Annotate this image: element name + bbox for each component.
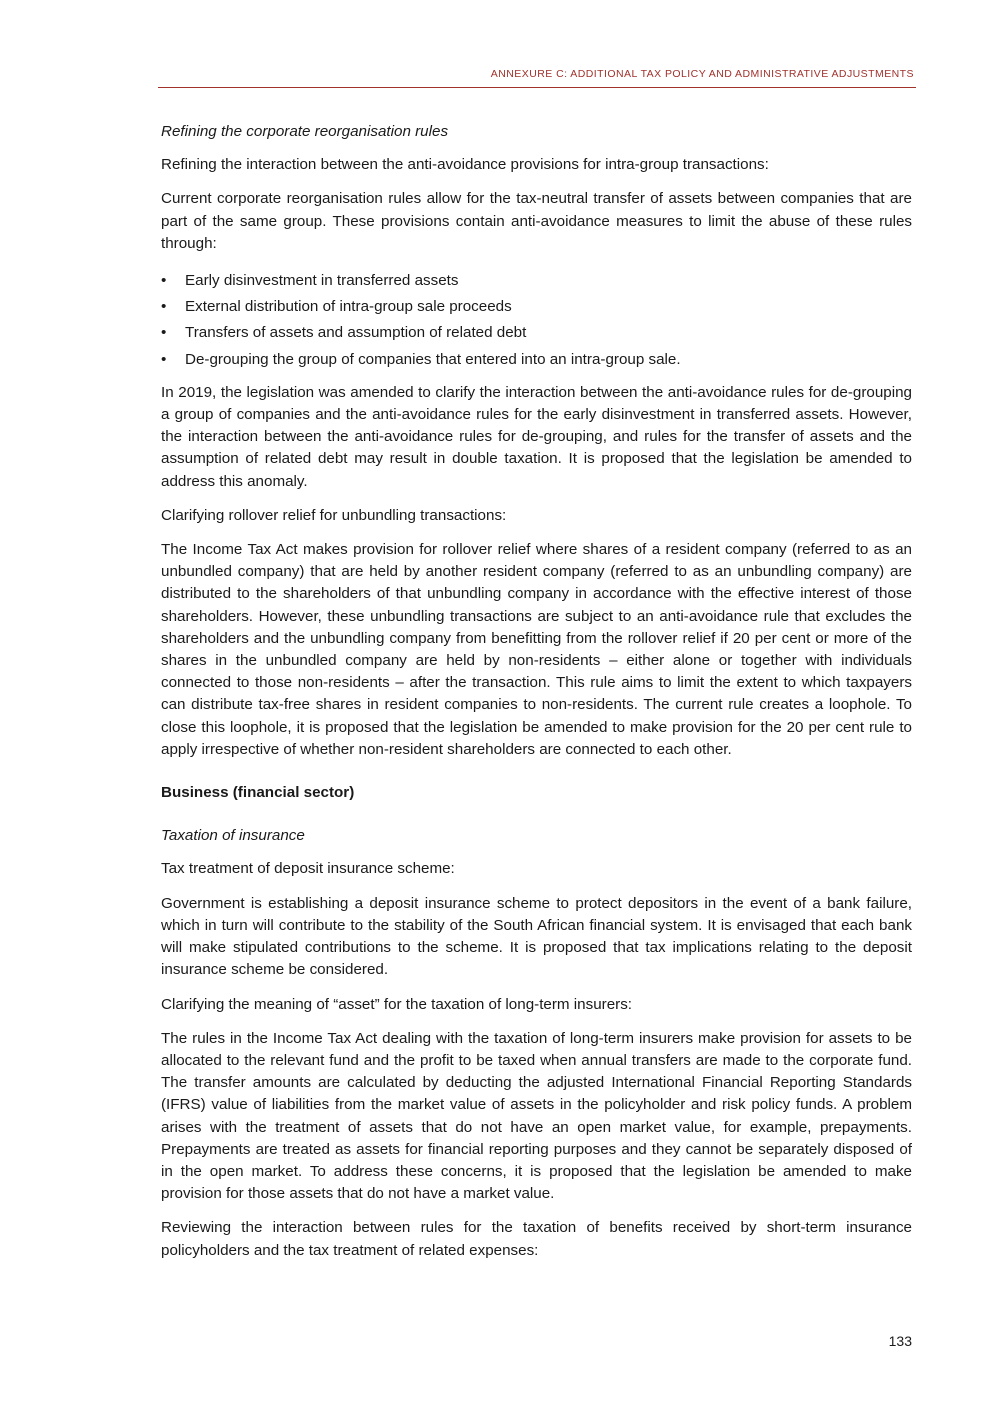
paragraph-unbundling: The Income Tax Act makes provision for rollover relief where shares of a resident company (referred to as an unbundled company) that are held by another resident company (referred to as an unbundling company) are distributed to the shareholders of that unbundling company in accordance with the effective interest of those shareholders. However, these unbundling transactions are subject to an anti-avoidance rule that excludes the shareholders and the unbundling company from benefitting from the rollover relief if 20 per cent or more of the shares in the unbundled company are held by non-residents – either alone or together with individuals connected to those non-residents – after the transaction. This rule aims to limit the extent to which taxpayers can distribute tax-free shares in resident companies to non-residents. The current rule creates a loophole. To close this loophole, it is proposed that the legislation be amended to make provision for the 20 per cent rule to apply irrespective of whether non-resident shareholders are connected to each other. bbox=[161, 541, 912, 758]
anti-avoidance-list bbox=[161, 270, 912, 371]
paragraph-long-term-insurers: The rules in the Income Tax Act dealing with the taxation of long-term insurers make provision for assets to be allocated to the relevant fund and the profit to be taxed when annual transfers are made to the corporate fund. The transfer amounts are calculated by deducting the adjusted International Financial Reporting Standards (IFRS) value of liabilities from the market value of assets in the policyholder and risk policy funds. A problem arises with the treatment of assets that do not have an open market value, for example, prepayments. Prepayments are treated as assets for financial reporting purposes and they cannot be separately disposed of in the open market. To address these concerns, it is proposed that the legislation be amended to make provision for those assets that do not have a market value. bbox=[161, 1029, 912, 1203]
list-item bbox=[161, 322, 912, 344]
subheading-asset-meaning: Clarifying the meaning of “asset” for the taxation of long-term insurers: bbox=[161, 995, 633, 1013]
list-item-text: Transfers of assets and assumption of related debt bbox=[185, 324, 527, 342]
paragraph-2019-amendment: In 2019, the legislation was amended to clarify the interaction between the anti-avoidance rules for de-grouping a group of companies and the anti-avoidance rules for the early disinvestment in transferred assets. However, the interaction between the anti-avoidance rules for de-grouping, and rules for the transfer of assets and the assumption of related debt may result in double taxation. It is proposed that the legislation be amended to address this anomaly. bbox=[161, 383, 912, 490]
page-number: 133 bbox=[888, 1333, 912, 1349]
page-body bbox=[161, 121, 912, 1262]
list-item-text: Early disinvestment in transferred assets bbox=[185, 272, 459, 290]
bullet-icon: • bbox=[161, 350, 167, 368]
bullet-icon: • bbox=[161, 272, 167, 290]
subheading-short-term-insurance: Reviewing the interaction between rules for the taxation of benefits received by short-term insurance policyholders and the tax treatment of related expenses: bbox=[161, 1219, 912, 1259]
list-item bbox=[161, 349, 912, 371]
section-heading-financial-sector: Business (financial sector) bbox=[161, 784, 355, 802]
list-item-text: De-grouping the group of companies that entered into an intra-group sale. bbox=[185, 350, 681, 368]
header-divider bbox=[158, 87, 916, 88]
subheading-taxation-of-insurance: Taxation of insurance bbox=[161, 827, 305, 845]
section-heading-corporate-reorganisation: Refining the corporate reorganisation rules bbox=[161, 123, 449, 140]
paragraph-deposit-insurance: Government is establishing a deposit insurance scheme to protect depositors in the event of a bank failure, which in turn will contribute to the stability of the South African financial system. It is envisaged that each bank will make stipulated contributions to the scheme. It is proposed that tax implications relating to the deposit insurance scheme be considered. bbox=[161, 894, 912, 979]
paragraph-reorganisation-intro: Current corporate reorganisation rules allow for the tax-neutral transfer of assets between companies that are part of the same group. These provisions contain anti-avoidance measures to limit the abuse of these rules through: bbox=[161, 190, 912, 252]
subheading-unbundling: Clarifying rollover relief for unbundling transactions: bbox=[161, 506, 507, 524]
subheading-deposit-insurance: Tax treatment of deposit insurance scheme: bbox=[161, 860, 455, 878]
running-header: ANNEXURE C: ADDITIONAL TAX POLICY AND ADMINISTRATIVE ADJUSTMENTS bbox=[490, 68, 914, 80]
list-item-text: External distribution of intra-group sale proceeds bbox=[185, 298, 512, 316]
bullet-icon: • bbox=[161, 324, 167, 342]
subheading-intra-group: Refining the interaction between the anti-avoidance provisions for intra-group transactions: bbox=[161, 156, 769, 174]
bullet-icon: • bbox=[161, 298, 167, 316]
list-item bbox=[161, 270, 912, 292]
list-item bbox=[161, 296, 912, 318]
